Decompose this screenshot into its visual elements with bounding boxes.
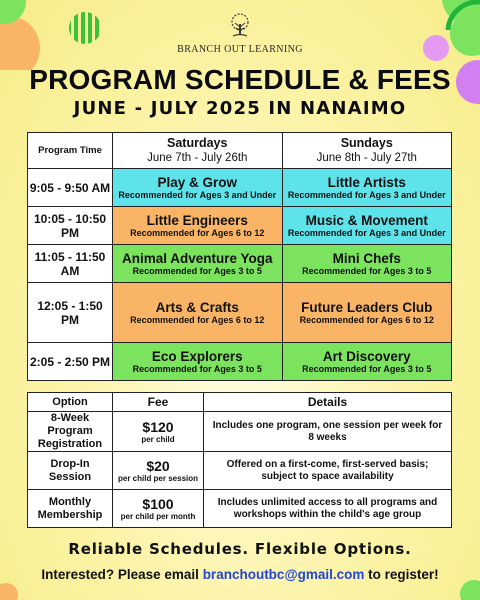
header-fee: Fee: [113, 393, 204, 412]
program-cell: [282, 207, 452, 245]
fee-unit: per child: [141, 434, 175, 444]
contact-prefix: Interested? Please email: [41, 567, 203, 582]
program-cell: [113, 169, 283, 207]
header-sundays-range: June 8th - July 27th: [316, 152, 417, 164]
schedule-row: [28, 207, 452, 245]
program-age: Recommended for Ages 3 to 5: [302, 265, 432, 276]
fee-price-cell: [113, 412, 204, 452]
fee-row: [28, 452, 452, 490]
brand-name: BRANCH OUT LEARNING: [177, 44, 303, 55]
contact-line: [0, 567, 480, 582]
tree-icon: [227, 12, 253, 38]
schedule-row: [28, 343, 452, 381]
header-option: Option: [28, 393, 113, 412]
program-name: Art Discovery: [322, 348, 411, 364]
program-age: Recommended for Ages 6 to 12: [130, 314, 265, 325]
program-name: Future Leaders Club: [301, 299, 433, 315]
row-time: 11:05 - 11:50 AM: [28, 245, 113, 283]
contact-suffix: to register!: [364, 567, 439, 582]
schedule-header-row: [28, 133, 452, 169]
header-saturdays-range: June 7th - July 26th: [147, 152, 248, 164]
program-name: Little Artists: [327, 174, 406, 190]
program-name: Little Engineers: [146, 212, 248, 228]
program-age: Recommended for Ages 3 to 5: [132, 363, 262, 374]
fees-table: [27, 392, 452, 528]
tagline: Reliable Schedules. Flexible Options.: [68, 540, 412, 558]
fee-details: Includes unlimited access to all programs and workshops within the child's age group: [204, 490, 452, 528]
fee-option: Drop-In Session: [28, 452, 113, 490]
fee-details: Includes one program, one session per week for 8 weeks: [204, 412, 452, 452]
program-age: Recommended for Ages 3 to 5: [132, 265, 262, 276]
program-cell: [113, 207, 283, 245]
schedule-table: [27, 132, 452, 381]
row-time: 9:05 - 9:50 AM: [28, 169, 113, 207]
fee-price: $120: [142, 418, 174, 435]
schedule-row: [28, 283, 452, 343]
program-cell: [282, 169, 452, 207]
program-cell: [282, 283, 452, 343]
program-age: Recommended for Ages 3 to 5: [302, 363, 432, 374]
program-cell: [113, 283, 283, 343]
row-time: 12:05 - 1:50 PM: [28, 283, 113, 343]
fees-header-row: [28, 393, 452, 412]
program-age: Recommended for Ages 6 to 12: [130, 227, 265, 238]
fee-price-cell: [113, 490, 204, 528]
header-sundays: [282, 133, 452, 169]
program-cell: [113, 245, 283, 283]
page-title: PROGRAM SCHEDULE & FEES: [29, 64, 451, 95]
fee-price-cell: [113, 452, 204, 490]
program-name: Music & Movement: [305, 212, 428, 228]
fee-row: [28, 490, 452, 528]
program-name: Mini Chefs: [332, 250, 401, 266]
fee-option: 8-Week Program Registration: [28, 412, 113, 452]
program-age: Recommended for Ages 3 and Under: [287, 189, 446, 200]
fee-row: [28, 412, 452, 452]
fee-details: Offered on a first-come, first-served basis; subject to space availability: [204, 452, 452, 490]
program-cell: [282, 343, 452, 381]
program-cell: [113, 343, 283, 381]
contact-email-link[interactable]: branchoutbc@gmail.com: [202, 567, 365, 582]
program-name: Play & Grow: [157, 174, 238, 190]
program-name: Animal Adventure Yoga: [121, 250, 273, 266]
row-time: 2:05 - 2:50 PM: [28, 343, 113, 381]
fee-unit: per child per session: [117, 473, 199, 483]
program-age: Recommended for Ages 3 and Under: [287, 227, 446, 238]
page-subtitle: JUNE - JULY 2025 IN NANAIMO: [73, 98, 407, 119]
header-sundays-day: Sundays: [340, 136, 393, 150]
row-time: 10:05 - 10:50 PM: [28, 207, 113, 245]
header-saturdays-day: Saturdays: [167, 136, 228, 150]
fee-unit: per child per month: [120, 511, 196, 521]
header-saturdays: [113, 133, 283, 169]
schedule-row: [28, 169, 452, 207]
fee-option: Monthly Membership: [28, 490, 113, 528]
program-age: Recommended for Ages 6 to 12: [299, 314, 434, 325]
fee-price: $100: [142, 495, 174, 512]
fee-price: $20: [146, 457, 170, 474]
brand-logo: [0, 12, 480, 55]
schedule-row: [28, 245, 452, 283]
program-cell: [282, 245, 452, 283]
program-name: Arts & Crafts: [155, 299, 239, 315]
program-age: Recommended for Ages 3 and Under: [118, 189, 277, 200]
program-name: Eco Explorers: [151, 348, 243, 364]
header-details: Details: [204, 393, 452, 412]
header-program-time: Program Time: [28, 133, 113, 169]
